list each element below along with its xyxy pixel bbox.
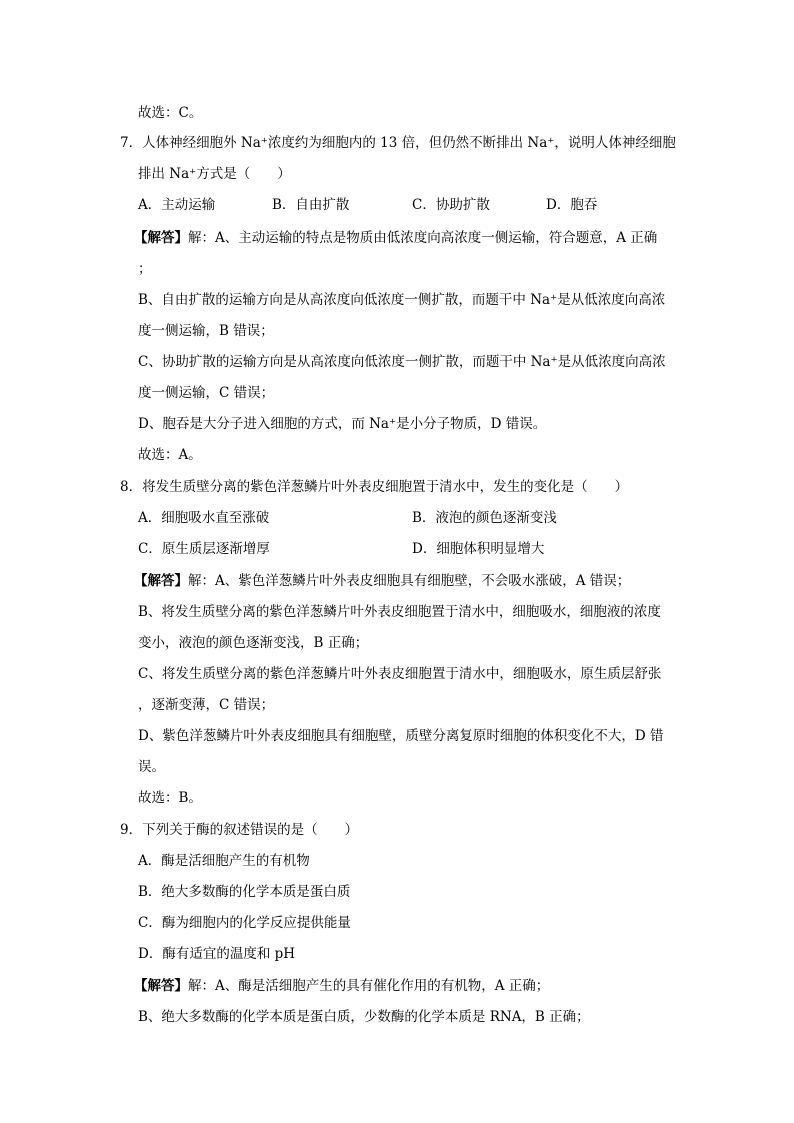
option-a: A．主动运输 — [138, 197, 216, 213]
answer-8-line-6: D、紫色洋葱鳞片叶外表皮细胞具有细胞壁，质壁分离复原时细胞的体积变化不大，D 错 — [138, 728, 664, 744]
answer-6-conclusion: 故选：C。 — [138, 105, 203, 121]
answer-text: 解：A、紫色洋葱鳞片叶外表皮细胞具有细胞壁，不会吸水涨破，A 错误； — [188, 573, 631, 589]
question-9-option-b: B．绝大多数酶的化学本质是蛋白质 — [138, 884, 351, 900]
answer-8-line-3: 变小，液泡的颜色逐渐变浅，B 正确； — [138, 635, 369, 651]
question-7-options — [0, 196, 794, 214]
question-9-option-c: C．酶为细胞内的化学反应提供能量 — [138, 915, 351, 931]
answer-8-line-2: B、将发生质壁分离的紫色洋葱鳞片叶外表皮细胞置于清水中，细胞吸水，细胞液的浓度 — [138, 604, 661, 620]
question-9-option-d: D．酶有适宜的温度和 pH — [138, 946, 296, 962]
question-8-stem: 8．将发生质壁分离的紫色洋葱鳞片叶外表皮细胞置于清水中，发生的变化是（ ） — [120, 479, 629, 495]
answer-7-conclusion: 故选：A。 — [138, 447, 202, 463]
option-d: D．细胞体积明显增大 — [412, 541, 545, 557]
answer-8-line-4: C、将发生质壁分离的紫色洋葱鳞片叶外表皮细胞置于清水中，细胞吸水，原生质层舒张 — [138, 666, 662, 682]
answer-text: 解：A、酶是活细胞产生的具有催化作用的有机物，A 正确； — [188, 978, 550, 994]
answer-7-line-1 — [134, 229, 657, 247]
option-a: A．细胞吸水直至涨破 — [138, 510, 270, 526]
answer-8-line-7: 误。 — [138, 759, 165, 775]
option-d: D．胞吞 — [546, 197, 598, 213]
question-7-stem-cont: 排出 Na⁺方式是（ ） — [138, 166, 291, 182]
question-9-option-a: A．酶是活细胞产生的有机物 — [138, 853, 310, 869]
answer-text: 解：A、主动运输的特点是物质由低浓度向高浓度一侧运输，符合题意，A 正确 — [188, 230, 658, 246]
answer-7-line-7: D、胞吞是大分子进入细胞的方式，而 Na⁺是小分子物质，D 错误。 — [138, 416, 547, 432]
answer-7-line-3: B、自由扩散的运输方向是从高浓度向低浓度一侧扩散，而题干中 Na⁺是从低浓度向高浓 — [138, 292, 666, 308]
answer-8-conclusion: 故选：B。 — [138, 790, 202, 806]
answer-7-line-2: ； — [138, 261, 152, 277]
option-b: B．自由扩散 — [272, 197, 350, 213]
answer-tag: 【解答】 — [134, 978, 188, 994]
option-c: C．协助扩散 — [412, 197, 490, 213]
option-b: B．液泡的颜色逐渐变浅 — [412, 510, 557, 526]
answer-8-line-5: ，逐渐变薄，C 错误； — [138, 697, 275, 713]
answer-9-line-1 — [134, 977, 549, 995]
answer-7-line-5: C、协助扩散的运输方向是从高浓度向低浓度一侧扩散，而题干中 Na⁺是从低浓度向高浓 — [138, 354, 666, 370]
answer-tag: 【解答】 — [134, 573, 188, 589]
answer-7-line-6: 度一侧运输，C 错误； — [138, 385, 275, 401]
question-9-stem: 9．下列关于酶的叙述错误的是（ ） — [120, 822, 359, 838]
question-7-stem: 7．人体神经细胞外 Na⁺浓度约为细胞内的 13 倍，但仍然不断排出 Na⁺，说明人体神经细胞 — [120, 135, 676, 151]
answer-9-line-2: B、绝大多数酶的化学本质是蛋白质，少数酶的化学本质是 RNA，B 正确； — [138, 1009, 590, 1025]
answer-8-line-1 — [134, 572, 630, 590]
answer-tag: 【解答】 — [134, 230, 188, 246]
question-8-options-row-1 — [0, 509, 794, 527]
option-c: C．原生质层逐渐增厚 — [138, 541, 270, 557]
question-8-options-row-2 — [0, 540, 794, 558]
answer-7-line-4: 度一侧运输，B 错误； — [138, 323, 274, 339]
